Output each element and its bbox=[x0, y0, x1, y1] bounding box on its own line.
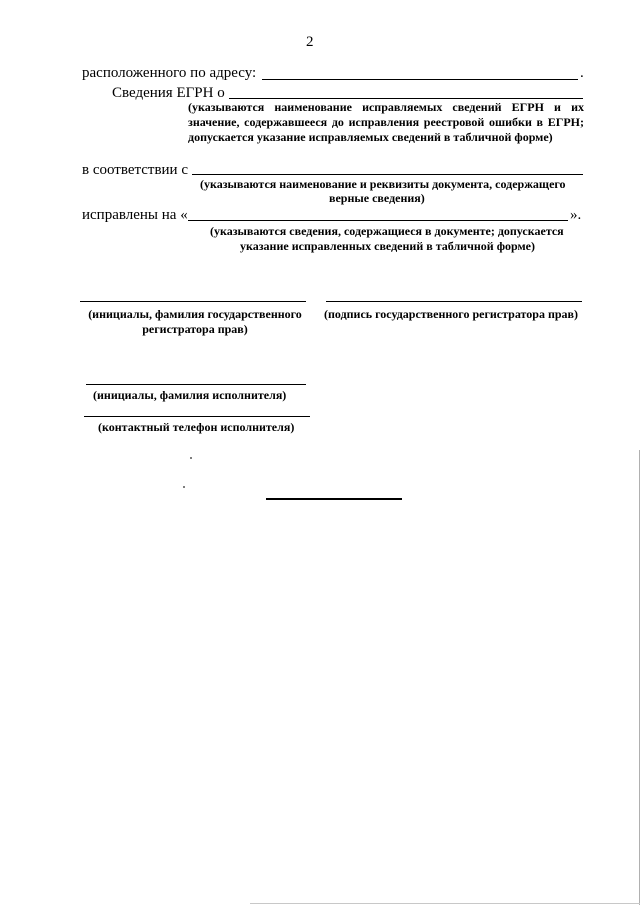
accordance-hint-line1: (указываются наименование и реквизиты документа, содержащего bbox=[200, 177, 566, 191]
executor-phone-hint: (контактный телефон исполнителя) bbox=[98, 420, 295, 434]
corrected-end: ». bbox=[570, 207, 582, 223]
executor-name-hint: (инициалы, фамилия исполнителя) bbox=[93, 388, 287, 402]
accordance-label: в соответствии с bbox=[82, 162, 188, 178]
scan-speck bbox=[183, 486, 185, 488]
address-label: расположенного по адресу: bbox=[82, 65, 257, 81]
registrar-signature-line bbox=[326, 301, 582, 302]
egrn-blank-line bbox=[229, 98, 583, 99]
corrected-hint-line1: (указываются сведения, содержащиеся в документе; допускается bbox=[210, 224, 564, 238]
registrar-name-hint-line1: (инициалы, фамилия государственного bbox=[88, 307, 302, 321]
egrn-hint: (указываются наименование исправляемых сведений ЕГРН и их значение, содержавшееся до исправления реестровой ошибки в ЕГРН; допускается указание исправляемых сведений в табличной форме) bbox=[188, 100, 584, 144]
address-blank-line bbox=[262, 79, 578, 80]
scan-edge-bottom bbox=[250, 903, 640, 904]
registrar-name-line bbox=[80, 301, 306, 302]
scan-speck bbox=[190, 457, 192, 459]
accordance-blank-line bbox=[192, 174, 583, 175]
page-number: 2 bbox=[306, 34, 314, 50]
accordance-hint-line2: верные сведения) bbox=[329, 191, 425, 205]
address-period: . bbox=[580, 65, 584, 81]
egrn-label: Сведения ЕГРН о bbox=[112, 85, 225, 101]
corrected-label: исправлены на « bbox=[82, 207, 188, 223]
registrar-signature-hint: (подпись государственного регистратора прав) bbox=[324, 307, 579, 321]
executor-phone-line bbox=[84, 416, 310, 417]
corrected-blank-line bbox=[188, 220, 568, 221]
corrected-hint-line2: указание исправленных сведений в табличной форме) bbox=[240, 239, 535, 253]
closing-rule bbox=[266, 498, 402, 500]
executor-name-line bbox=[86, 384, 306, 385]
registrar-name-hint-line2: регистратора прав) bbox=[142, 322, 248, 336]
